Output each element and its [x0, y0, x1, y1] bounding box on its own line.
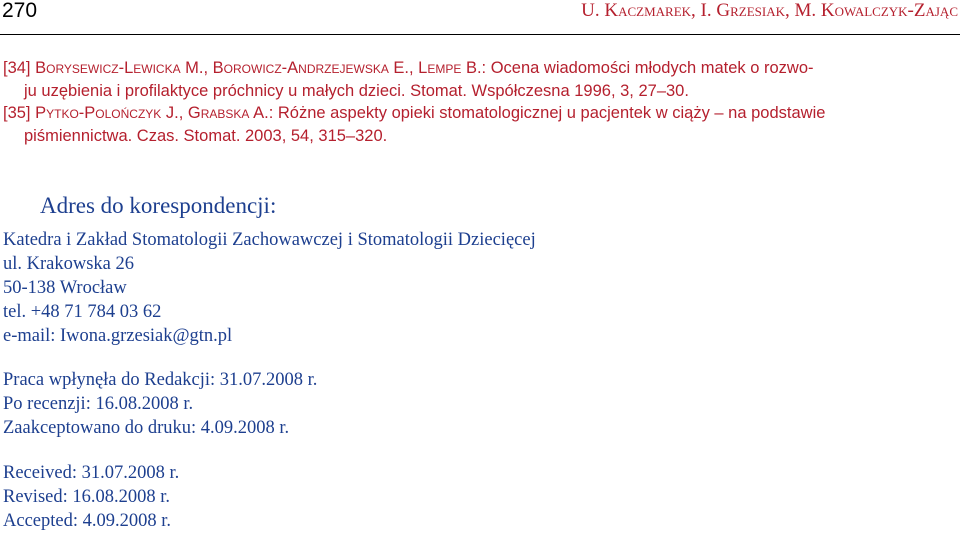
page-header [0, 0, 960, 30]
address-email: e-mail: Iwona.grzesiak@gtn.pl [3, 326, 233, 346]
reference-number: [34] [3, 59, 31, 77]
reference-item-34 [3, 57, 953, 102]
header-rule [0, 34, 960, 35]
reference-authors: Pytko-Polończyk J., Grabska A. [35, 104, 269, 122]
dates-english [3, 461, 179, 533]
correspondence-heading: Adres do korespondencji: [40, 193, 277, 218]
page-number: 270 [2, 0, 38, 22]
correspondence-address [3, 228, 536, 348]
reference-list [3, 57, 953, 147]
reference-line [3, 57, 953, 80]
date-revised-en: Revised: 16.08.2008 r. [3, 487, 171, 507]
reference-continuation: ju uzębienia i profilaktyce próchnicy u małych dzieci. Stomat. Współczesna 1996, 3, 27–30. [24, 81, 689, 100]
running-head-authors: U. Kaczmarek, I. Grzesiak, M. Kowalczyk-Zając [581, 0, 958, 21]
date-revised-pl: Po recenzji: 16.08.2008 r. [3, 394, 194, 414]
date-accepted-en: Accepted: 4.09.2008 r. [3, 511, 171, 531]
address-city: 50-138 Wrocław [3, 278, 127, 298]
address-phone: tel. +48 71 784 03 62 [3, 302, 162, 322]
reference-line [3, 102, 953, 125]
date-received-en: Received: 31.07.2008 r. [3, 463, 180, 483]
reference-continuation: piśmiennictwa. Czas. Stomat. 2003, 54, 315–320. [24, 126, 388, 145]
reference-title: : Różne aspekty opieki stomatologicznej u pacjentek w ciąży – na podstawie [268, 104, 826, 122]
dates-polish [3, 368, 317, 440]
date-accepted-pl: Zaakceptowano do druku: 4.09.2008 r. [3, 418, 290, 438]
reference-item-35 [3, 102, 953, 147]
reference-authors: Borysewicz-Lewicka M., Borowicz-Andrzejewska E., Lempe B. [35, 59, 482, 77]
date-received-pl: Praca wpłynęła do Redakcji: 31.07.2008 r. [3, 370, 318, 390]
reference-number: [35] [3, 104, 31, 122]
address-institution: Katedra i Zakład Stomatologii Zachowawczej i Stomatologii Dziecięcej [3, 230, 536, 250]
address-street: ul. Krakowska 26 [3, 254, 135, 274]
reference-title: : Ocena wiadomości młodych matek o rozwo- [481, 59, 814, 77]
